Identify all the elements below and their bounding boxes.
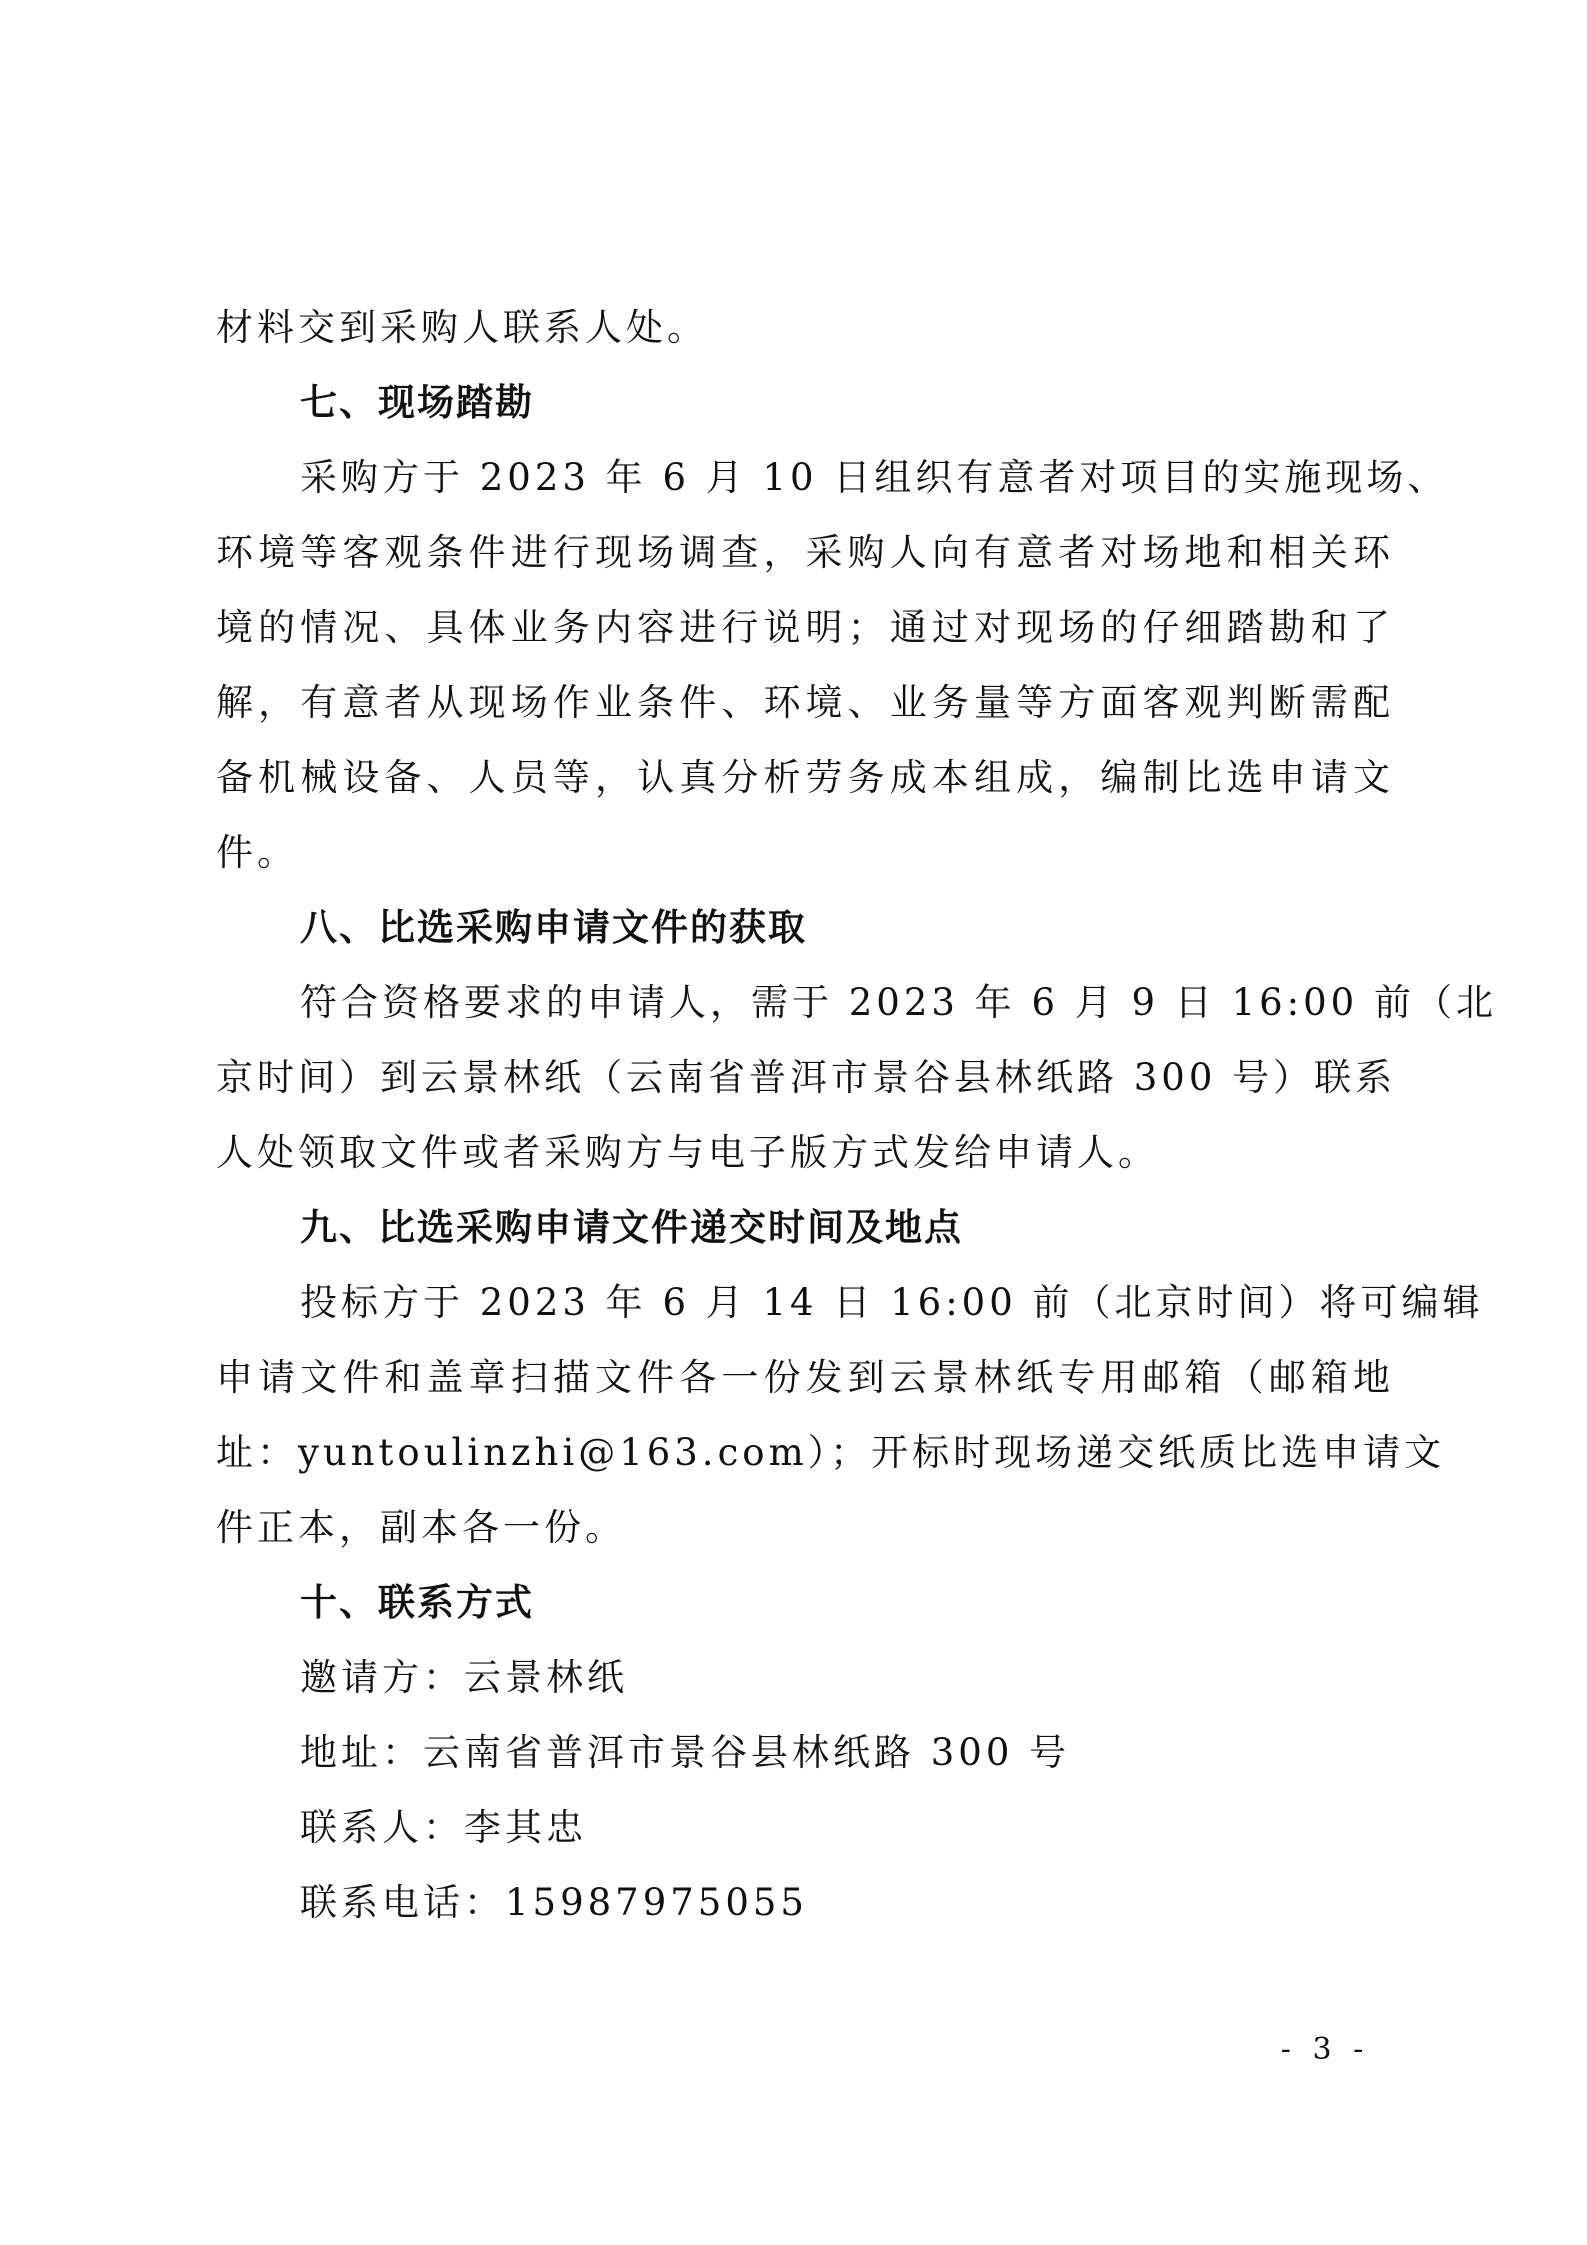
- paragraph-line: 件。: [216, 831, 298, 874]
- section-heading-submission-time-place: 九、比选采购申请文件递交时间及地点: [300, 1206, 963, 1249]
- contact-phone: 联系电话：15987975055: [300, 1881, 808, 1924]
- paragraph-line: 投标方于 2023 年 6 月 14 日 16:00 前（北京时间）将可编辑: [300, 1281, 1484, 1324]
- paragraph-line: 京时间）到云景林纸（云南省普洱市景谷县林纸路 300 号）联系: [216, 1056, 1397, 1099]
- paragraph-line-with-email: 址：yuntoulinzhi@163.com）；开标时现场递交纸质比选申请文: [216, 1431, 1446, 1474]
- continuation-paragraph: 材料交到采购人联系人处。: [216, 306, 708, 349]
- paragraph-line: 申请文件和盖章扫描文件各一份发到云景林纸专用邮箱（邮箱地: [216, 1356, 1394, 1399]
- paragraph-line: 解，有意者从现场作业条件、环境、业务量等方面客观判断需配: [216, 681, 1394, 724]
- paragraph-line: 环境等客观条件进行现场调查，采购人向有意者对场地和相关环: [216, 531, 1394, 574]
- section-heading-document-acquisition: 八、比选采购申请文件的获取: [300, 906, 807, 949]
- paragraph-line: 件正本，副本各一份。: [216, 1506, 626, 1549]
- paragraph-line: 人处领取文件或者采购方与电子版方式发给申请人。: [216, 1131, 1159, 1174]
- paragraph-line: 备机械设备、人员等，认真分析劳务成本组成，编制比选申请文: [216, 756, 1394, 799]
- contact-person: 联系人：李其忠: [300, 1806, 587, 1849]
- page-number: - 3 -: [1280, 2032, 1370, 2067]
- paragraph-line: 境的情况、具体业务内容进行说明；通过对现场的仔细踏勘和了: [216, 606, 1394, 649]
- contact-address: 地址：云南省普洱市景谷县林纸路 300 号: [300, 1731, 1071, 1774]
- paragraph-line: 符合资格要求的申请人，需于 2023 年 6 月 9 日 16:00 前（北: [300, 981, 1497, 1024]
- document-body: [216, 290, 1497, 1940]
- paragraph-line: 采购方于 2023 年 6 月 10 日组织有意者对项目的实施现场、: [300, 456, 1449, 499]
- section-heading-contact-info: 十、联系方式: [300, 1581, 534, 1624]
- contact-inviter: 邀请方：云景林纸: [300, 1656, 628, 1699]
- section-heading-site-survey: 七、现场踏勘: [300, 381, 534, 424]
